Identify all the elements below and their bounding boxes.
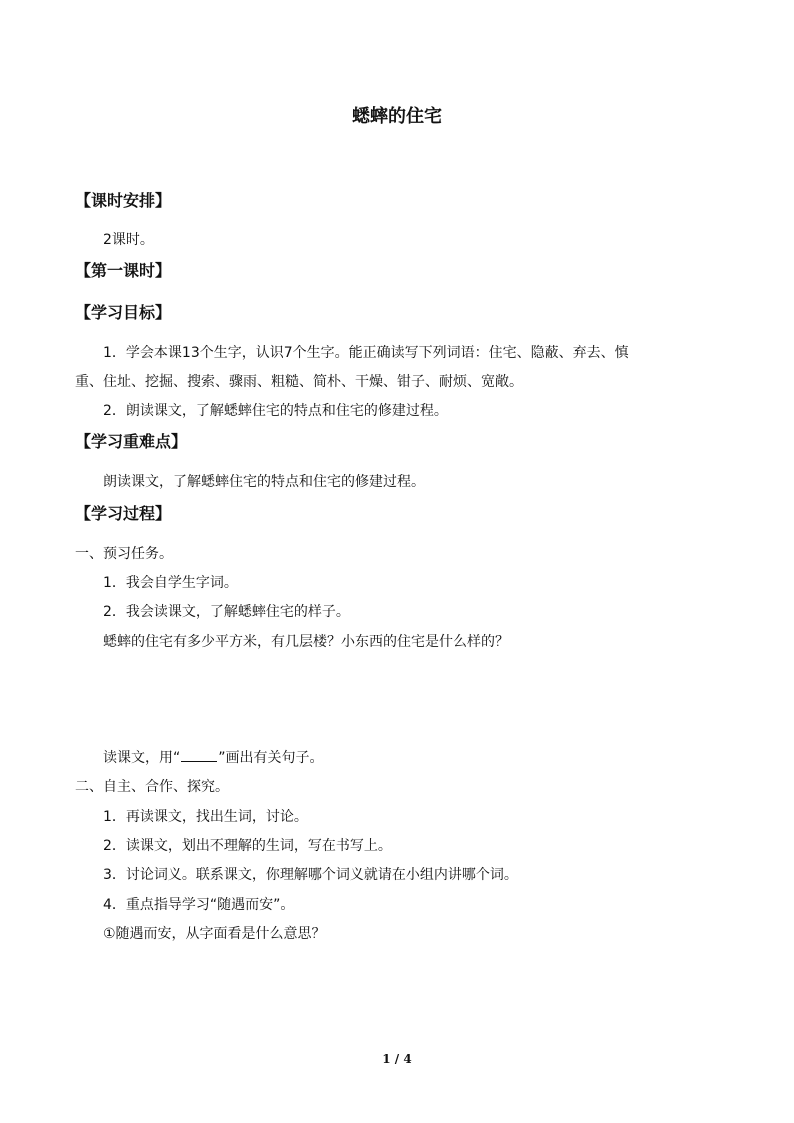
part-2-item-3: 3．讨论词义。联系课文，你理解哪个词义就请在小组内讲哪个词。 [103,867,518,883]
schedule-content: 2课时。 [103,232,154,248]
objective-1-line-2: 重、住址、挖掘、搜索、骤雨、粗糙、简朴、干燥、钳子、耐烦、宽敞。 [75,374,523,390]
part-1-instruction [103,749,324,767]
objective-1-line-1: 1．学会本课13个生字，认识7个生字。能正确读写下列词语：住宅、隐蔽、弃去、慎 [103,345,629,361]
part-2-sub-1: ①随遇而安，从字面看是什么意思？ [103,926,326,942]
part-1-title: 一、预习任务。 [75,546,173,562]
heading-key-points: 【学习重难点】 [75,432,188,451]
heading-process: 【学习过程】 [75,504,172,523]
key-points-content: 朗读课文，了解蟋蟀住宅的特点和住宅的修建过程。 [103,474,425,490]
heading-first-lesson: 【第一课时】 [75,261,172,280]
heading-schedule: 【课时安排】 [75,191,172,210]
part-1-question: 蟋蟀的住宅有多少平方米，有几层楼？小东西的住宅是什么样的？ [103,634,509,650]
part-2-title: 二、自主、合作、探究。 [75,779,229,795]
objective-2: 2．朗读课文，了解蟋蟀住宅的特点和住宅的修建过程。 [103,403,448,419]
part-1-item-1: 1．我会自学生字词。 [103,575,238,591]
instruction-text-before: 读课文，用“ [103,750,181,766]
instruction-text-after: ”画出有关句子。 [218,750,324,766]
part-2-item-1: 1．再读课文，找出生词，讨论。 [103,809,308,825]
part-1-item-2: 2．我会读课文，了解蟋蟀住宅的样子。 [103,604,350,620]
part-2-item-4: 4．重点指导学习“随遇而安”。 [103,897,295,913]
heading-objectives: 【学习目标】 [75,303,172,322]
page-number: 1 / 4 [382,1052,412,1066]
part-2-item-2: 2．读课文，划出不理解的生词，写在书写上。 [103,838,392,854]
underline-blank [181,749,217,762]
page-title: 蟋蟀的住宅 [352,106,442,127]
